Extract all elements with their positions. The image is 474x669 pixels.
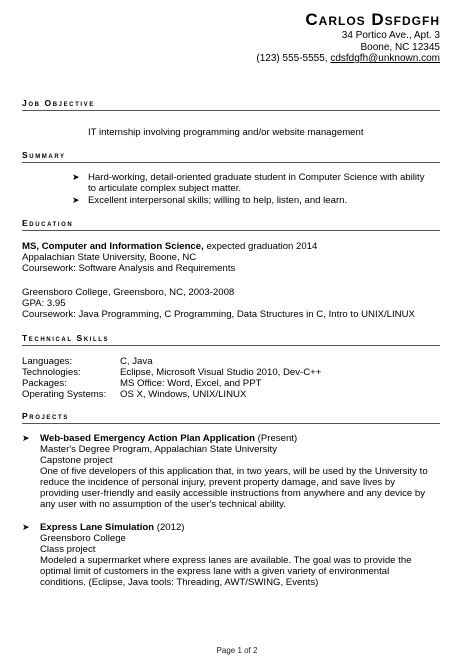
address-line-1: 34 Portico Ave., Apt. 3 (341, 30, 440, 41)
project-1-program: Master's Degree Program, Appalachian State University (40, 444, 277, 455)
project-1-title: Web-based Emergency Action Plan Application (40, 433, 256, 444)
coursework-2: Coursework: Java Programming, C Programming, Data Structures in C, Intro to UNIX/LINUX (22, 309, 415, 320)
phone-number: (123) 555-5555, (256, 53, 328, 64)
section-divider (22, 162, 440, 163)
skill-label-packages: Packages: (22, 378, 67, 389)
project-1-desc-line-3: providing user-friendly and easily accessible instructions from anywhere and any device by (40, 488, 426, 499)
school-2: Greensboro College, Greensboro, NC, 2003-2008 (22, 287, 235, 298)
project-1-desc-line-1: One of five developers of this application that, in two years, will be used by the University to (40, 466, 428, 477)
page-number: Page 1 of 2 (216, 646, 258, 655)
bullet-arrow-icon: ➤ (22, 522, 30, 532)
resume-header (256, 10, 440, 65)
section-title-objective: Job Objective (22, 98, 95, 108)
degree-line (22, 241, 317, 252)
summary-bullet-1-line-2: to articulate complex subject matter. (88, 183, 242, 194)
candidate-name: Carlos Dsfdgfh (305, 10, 440, 29)
section-title-projects: Projects (22, 411, 69, 421)
section-title-summary: Summary (22, 150, 66, 160)
project-2-title-line (40, 522, 185, 533)
bullet-arrow-icon: ➤ (22, 433, 30, 443)
project-2-desc-line-1: Modeled a supermarket where express lanes are available. The goal was to provide the (40, 555, 412, 566)
address-line-2: Boone, NC 12345 (360, 41, 440, 53)
project-1-type: Capstone project (40, 455, 113, 466)
bullet-arrow-icon: ➤ (72, 172, 80, 182)
section-divider (22, 345, 440, 346)
project-2-desc-line-2: optimal limit of customers in the express lane with a given variety of environmental (40, 566, 390, 577)
skill-value-technologies: Eclipse, Microsoft Visual Studio 2010, Dev-C++ (120, 367, 322, 378)
degree-name: MS, Computer and Information Science, (22, 241, 204, 252)
summary-bullet-1-line-1: Hard-working, detail-oriented graduate student in Computer Science with ability (88, 172, 425, 183)
skill-label-technologies: Technologies: (22, 367, 81, 378)
skill-label-languages: Languages: (22, 356, 73, 367)
graduation-date: expected graduation 2014 (203, 241, 318, 252)
section-title-skills: Technical Skills (22, 333, 110, 343)
gpa: GPA: 3.95 (22, 298, 66, 309)
project-1-title-line (40, 433, 297, 444)
bullet-arrow-icon: ➤ (72, 195, 80, 205)
project-1-desc-line-4: any user with no assumption of the user's technical ability. (40, 499, 286, 510)
skill-label-os: Operating Systems: (22, 389, 107, 400)
project-2-date: (2012) (154, 522, 185, 533)
section-divider (22, 110, 440, 111)
project-2-school: Greensboro College (40, 533, 126, 544)
objective-text: IT internship involving programming and/or website management (88, 127, 364, 138)
project-2-desc-line-3: conditions. (Eclipse, Java tools: Threading, AWT/SWING, Events) (40, 577, 319, 588)
project-2-type: Class project (40, 544, 96, 555)
project-1-desc-line-2: reduce the incidence of personal injury, prevent property damage, and save lives by (40, 477, 395, 488)
section-divider (22, 423, 440, 424)
skill-value-os: OS X, Windows, UNIX/LINUX (120, 389, 247, 400)
contact-line (256, 53, 440, 65)
section-title-education: Education (22, 218, 74, 228)
email-link[interactable]: cdsfdgfh@unknown.com (330, 53, 440, 64)
project-2-title: Express Lane Simulation (40, 522, 155, 533)
skill-value-languages: C, Java (120, 356, 153, 367)
coursework-1: Coursework: Software Analysis and Requirements (22, 263, 236, 274)
summary-bullet-2: Excellent interpersonal skills; willing to help, listen, and learn. (88, 195, 348, 206)
skill-value-packages: MS Office: Word, Excel, and PPT (120, 378, 262, 389)
school-1: Appalachian State University, Boone, NC (22, 252, 197, 263)
section-divider (22, 230, 440, 231)
project-1-date: (Present) (255, 433, 298, 444)
